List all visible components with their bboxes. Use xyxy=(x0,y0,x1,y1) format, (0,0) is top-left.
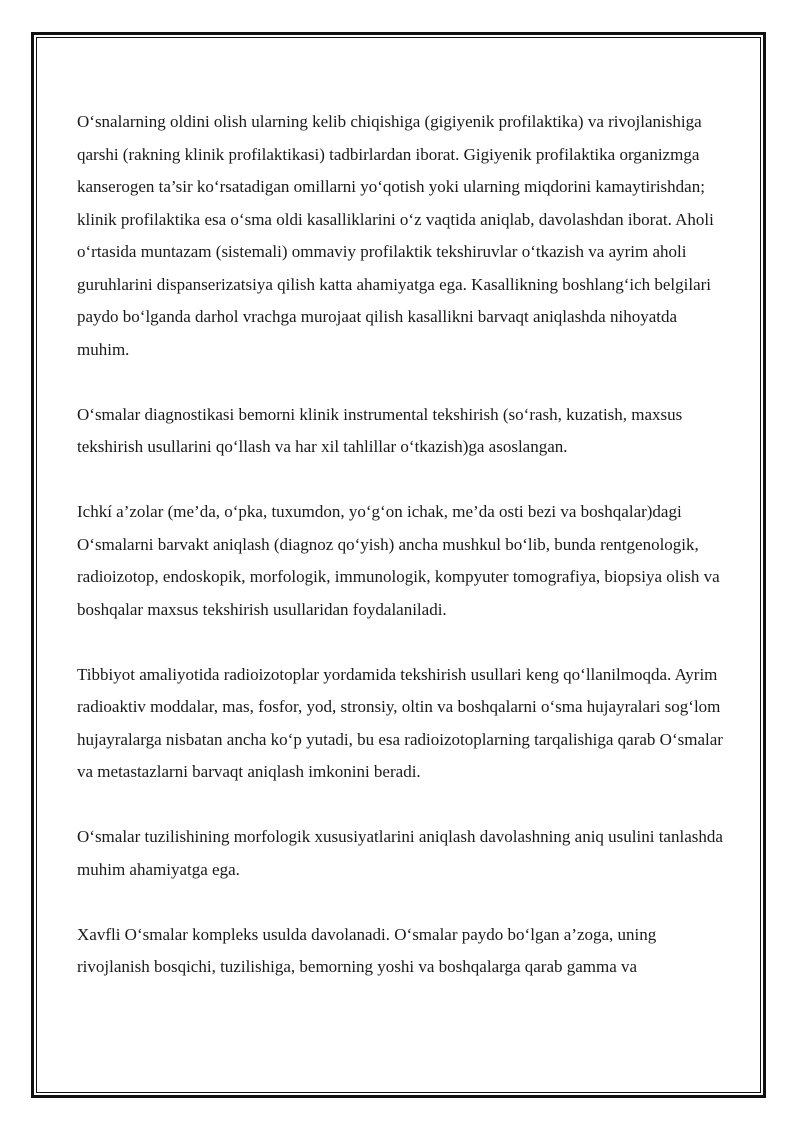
document-body xyxy=(77,106,727,1016)
paragraph-treatment: Xavfli O‘smalar kompleks usulda davolanadi. O‘smalar paydo bo‘lgan a’zoga, uning rivojlanish bosqichi, tuzilishiga, bemorning yoshi va boshqalarga qarab gamma va xyxy=(77,924,657,976)
paragraph-radioisotopes: Tibbiyot amaliyotida radioizotoplar yordamida tekshirish usullari keng qo‘llanilmoqda. Ayrim radioaktiv moddalar, mas, fosfor, yod, stronsiy, oltin va boshqalarni o‘sma hujayralari sog‘lom hujayralarga nisbatan ancha ko‘p yutadi, bu esa radioizotoplarning tarqalishiga qarab O‘smalar va metastazlarni barvaqt aniqlash imkonini beradi. xyxy=(77,664,723,781)
paragraph-internal-organs: Ichkí a’zolar (me’da, o‘pka, tuxumdon, yo‘g‘on ichak, me’da osti bezi va boshqalar)dagi O‘smalarni barvakt aniqlash (diagnoz qo‘yish) ancha mushkul bo‘lib, bunda rentgenologik, radioizotop, endoskopik, morfologik, immunologik, kompyuter tomografiya, biopsiya olish va boshqalar maxsus tekshirish usullaridan foydalaniladi. xyxy=(77,502,720,619)
paragraph-prevention: O‘snalarning oldini olish ularning kelib chiqishiga (gigiyenik profilaktika) va rivojlanishiga qarshi (rakning klinik profilaktikasi) tadbirlardan iborat. Gigiyenik profilaktika organizmga kanserogen ta’sir ko‘rsatadigan omillarni yo‘qotish yoki ularning miqdorini kamaytirishdan; klinik profilaktika esa o‘sma oldi kasalliklarini o‘z vaqtida aniqlab, davolashdan iborat. Aholi o‘rtasida muntazam (sistemali) ommaviy profilaktik tekshiruvlar o‘tkazish va ayrim aholi guruhlarini dispanserizatsiya qilish katta ahamiyatga ega. Kasallikning boshlang‘ich belgilari paydo bo‘lganda darhol vrachga murojaat qilish kasallikni barvaqt aniqlashda nihoyatda muhim. xyxy=(77,112,714,359)
paragraph-diagnostics: O‘smalar diagnostikasi bemorni klinik instrumental tekshirish (so‘rash, kuzatish, maxsus tekshirish usullarini qo‘llash va har xil tahlillar o‘tkazish)ga asoslangan. xyxy=(77,404,683,456)
paragraph-morphology: O‘smalar tuzilishining morfologik xususiyatlarini aniqlash davolashning aniq usulini tanlashda muhim ahamiyatga ega. xyxy=(77,827,723,879)
